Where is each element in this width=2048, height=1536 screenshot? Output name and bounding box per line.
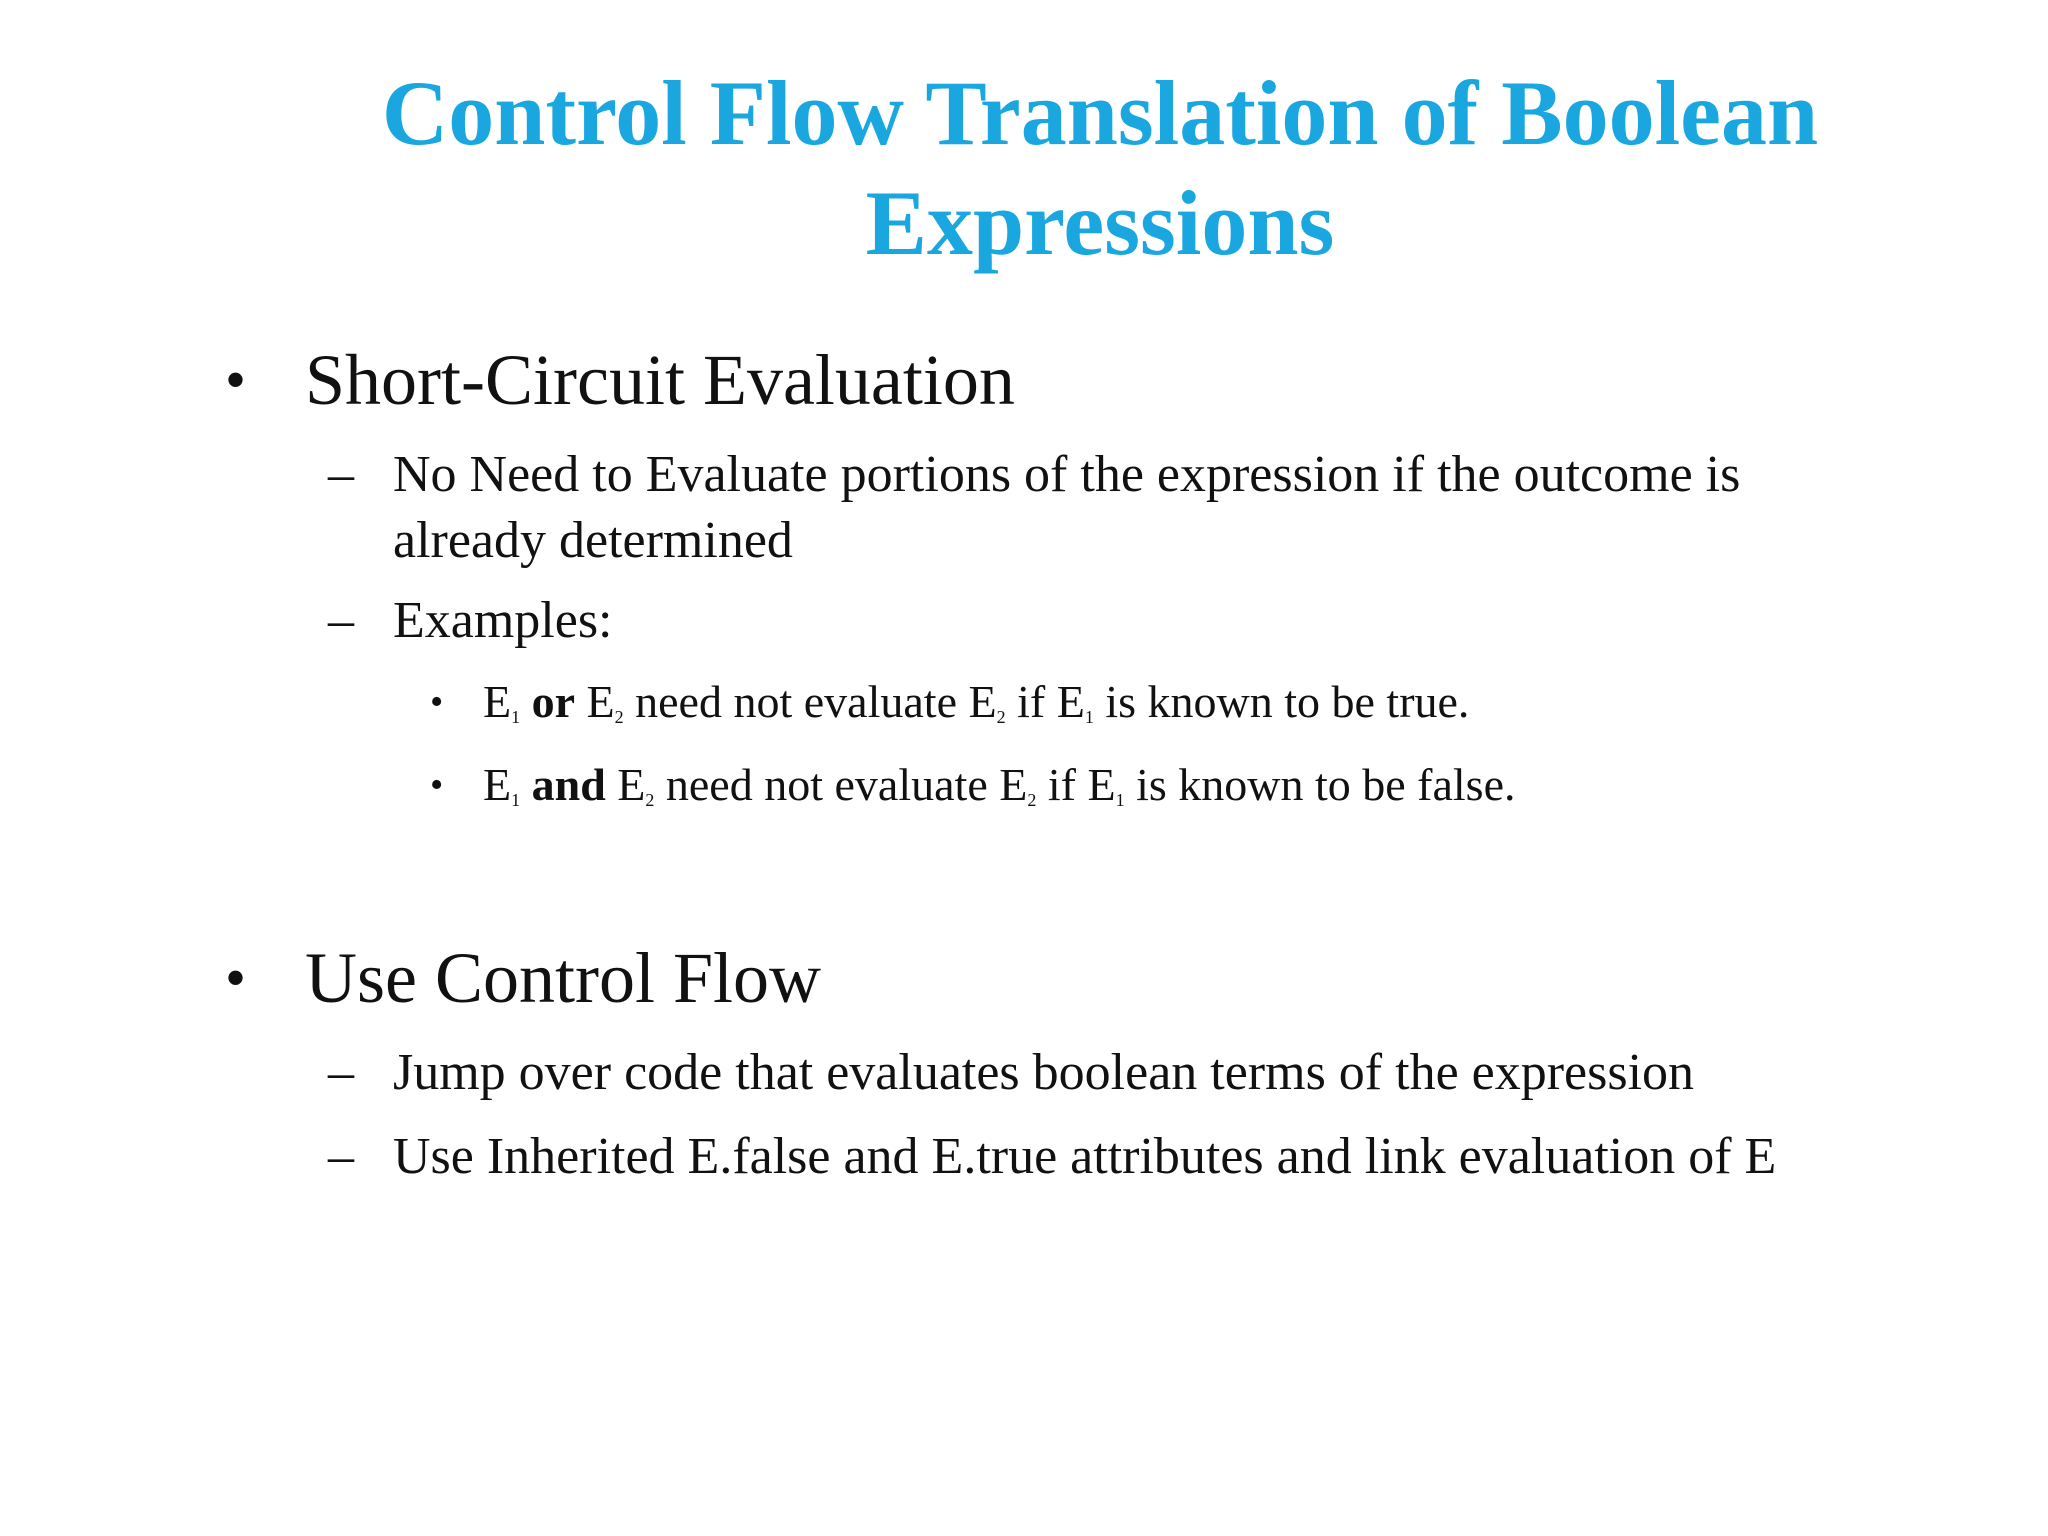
example-mid-text: need not evaluate	[665, 759, 988, 810]
example-marker: •	[430, 681, 444, 723]
expr-e: E	[483, 759, 512, 810]
subscript: 1	[1115, 790, 1125, 810]
subscript: 2	[645, 790, 655, 810]
subscript: 1	[1084, 707, 1094, 727]
operator-or: or	[531, 676, 576, 727]
example-tail-text: is known to be true.	[1105, 676, 1470, 727]
subscript: 1	[511, 707, 521, 727]
example-if-word: if	[1047, 759, 1076, 810]
sub-bullet-examples: Examples:	[393, 592, 613, 649]
operator-and: and	[531, 759, 606, 810]
expr-e: E	[1087, 759, 1116, 810]
subscript: 2	[614, 707, 624, 727]
expr-e: E	[999, 759, 1028, 810]
expr-e: E	[586, 676, 615, 727]
expr-e: E	[483, 676, 512, 727]
bullet-marker: •	[225, 347, 247, 413]
subscript: 1	[511, 790, 521, 810]
sub-bullet-jump-over: Jump over code that evaluates boolean terms of the expression	[393, 1044, 1695, 1101]
example-and	[483, 755, 1516, 815]
bullet-label: Short-Circuit Evaluation	[305, 340, 1015, 420]
sub-bullet-no-need: No Need to Evaluate portions of the expression if the outcome is already determined	[393, 446, 1741, 569]
example-marker: •	[430, 764, 444, 806]
subscript: 2	[996, 707, 1006, 727]
example-tail-text: is known to be false.	[1136, 759, 1516, 810]
dash-marker: –	[328, 446, 354, 503]
expr-e: E	[968, 676, 997, 727]
expr-e: E	[617, 759, 646, 810]
subscript: 2	[1027, 790, 1037, 810]
dash-marker: –	[328, 592, 354, 649]
bullet-label: Use Control Flow	[305, 938, 822, 1018]
dash-marker: –	[328, 1128, 354, 1185]
example-or	[483, 672, 1469, 732]
bullet-marker: •	[225, 945, 247, 1011]
dash-marker: –	[328, 1044, 354, 1101]
example-mid-text: need not evaluate	[635, 676, 957, 727]
expr-e: E	[1056, 676, 1085, 727]
example-if-word: if	[1017, 676, 1046, 727]
slide-title: Control Flow Translation of Boolean Expressions	[381, 62, 1819, 274]
sub-bullet-inherited: Use Inherited E.false and E.true attributes and link evaluation of E	[393, 1128, 1777, 1185]
